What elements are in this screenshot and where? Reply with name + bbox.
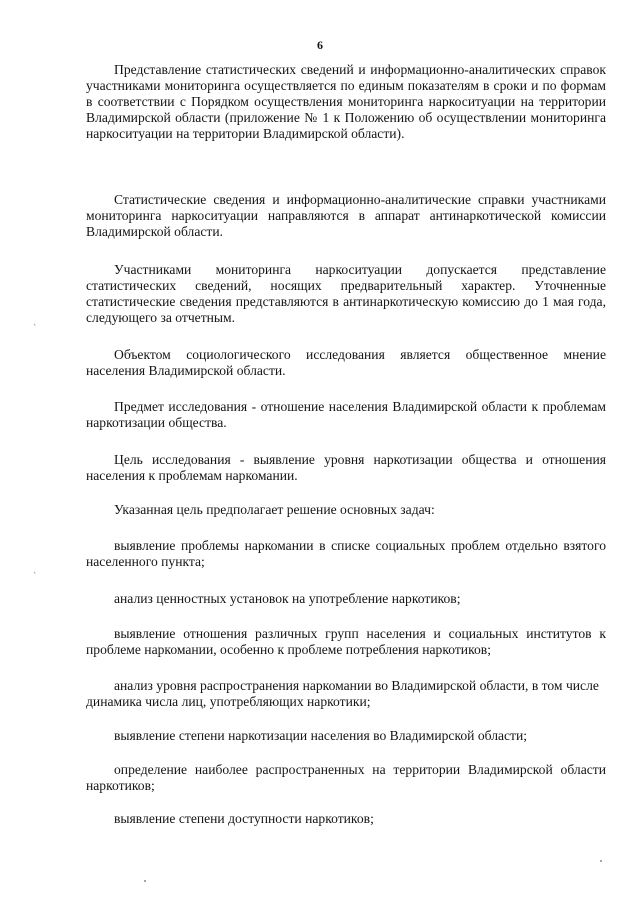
task-item-problem-ranking: выявление проблемы наркомании в списке социальных проблем отдельно взятого населенного пункта; [86, 538, 606, 569]
task-item-value-attitudes: анализ ценностных установок на употребление наркотиков; [114, 591, 461, 606]
paragraph-preliminary-data: Участниками мониторинга наркоситуации допускается представление статистических сведений, носящих предварительный характер. Уточненные статистические сведения представляются в антинаркотическую комиссию до 1 мая года, следующего за отчетным. [86, 262, 606, 325]
paragraph-tasks-intro: Указанная цель предполагает решение основных задач: [114, 502, 435, 517]
task-item-spread-analysis: анализ уровня распространения наркомании во Владимирской области, в том числе динамика числа лиц, употребляющих наркотики; [86, 678, 599, 709]
task-item-group-attitudes: выявление отношения различных групп населения и социальных институтов к проблеме наркомании, особенно к проблеме потребления наркотиков; [86, 626, 606, 657]
scan-mark: ˈ [33, 322, 37, 334]
paragraph-reports-sent: Статистические сведения и информационно-аналитические справки участниками мониторинга наркоситуации направляются в аппарат антинаркотической комиссии Владимирской области. [86, 192, 606, 239]
page-number: 6 [317, 38, 323, 52]
scan-speck [144, 880, 146, 882]
paragraph-monitoring-reports: Представление статистических сведений и информационно-аналитических справок участниками мониторинга осуществляется по единым показателям в сроки и по формам в соответствии с Порядком осуществления мониторинга наркоситуации на территории Владимирской области (приложение № 1 к Положению об осуществлении мониторинга наркоситуации на территории Владимирской области). [86, 62, 606, 141]
paragraph-research-subject: Предмет исследования - отношение населения Владимирской области к проблемам наркотизации общества. [86, 399, 606, 430]
scan-mark: ˈ [33, 570, 37, 582]
task-item-drug-level: выявление степени наркотизации населения во Владимирской области; [114, 728, 528, 743]
paragraph-research-object: Объектом социологического исследования является общественное мнение населения Владимирской области. [86, 347, 606, 378]
scan-speck [600, 860, 602, 862]
task-item-availability: выявление степени доступности наркотиков; [114, 811, 374, 826]
task-item-common-drugs: определение наиболее распространенных на территории Владимирской области наркотиков; [86, 762, 606, 793]
paragraph-research-goal: Цель исследования - выявление уровня наркотизации общества и отношения населения к проблемам наркомании. [86, 452, 606, 483]
